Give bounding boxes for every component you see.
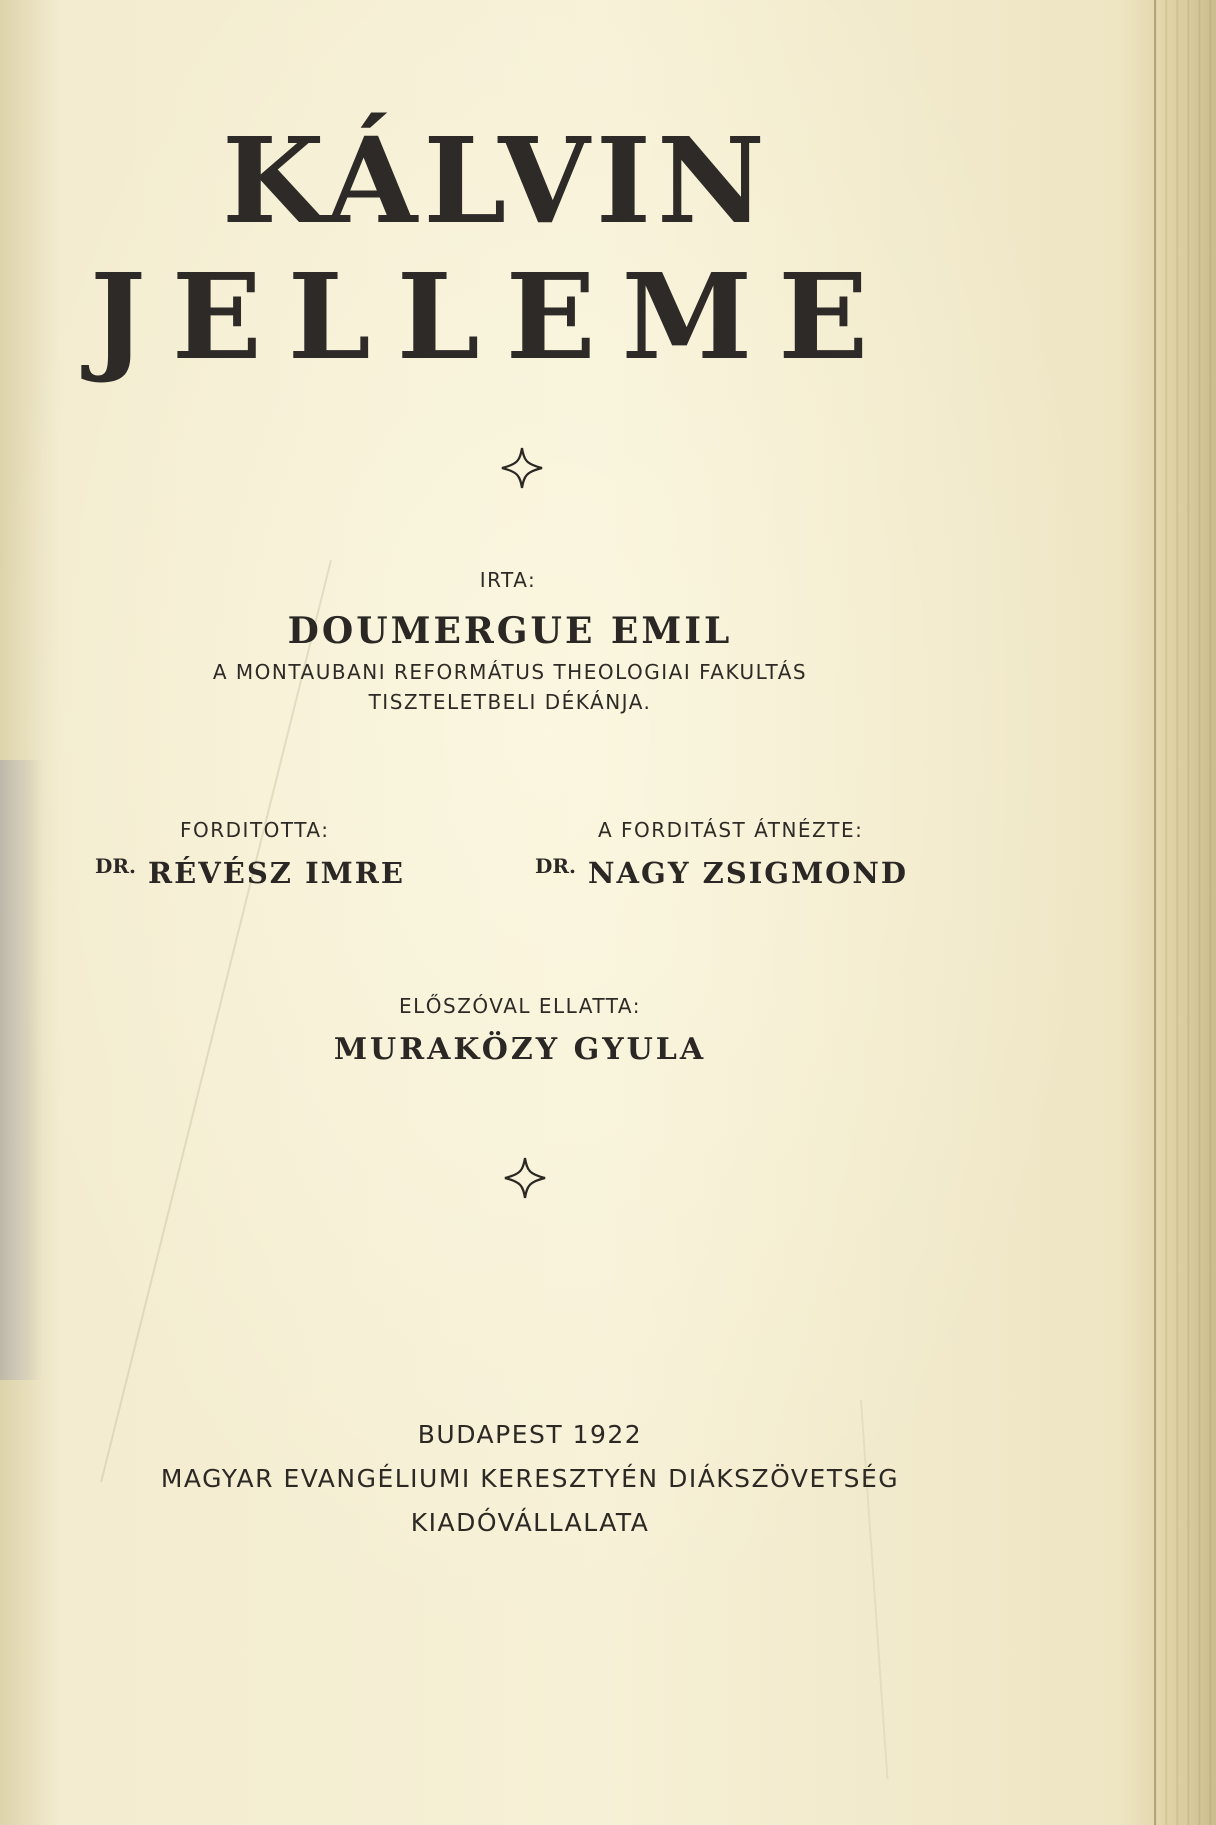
foreword-label: ELŐSZÓVAL ELLATTA:: [399, 994, 641, 1018]
title-line-1: KÁLVIN: [222, 111, 771, 250]
paper-crease: [860, 1400, 889, 1779]
title-line-2: JELLEME: [90, 247, 895, 386]
page-edges: [1146, 0, 1216, 1825]
cross-ornament-icon: [503, 1156, 547, 1200]
reviewer-name: NAGY ZSIGMOND: [588, 856, 909, 890]
imprint-publisher: MAGYAR EVANGÉLIUMI KERESZTYÉN DIÁKSZÖVETSÉG: [160, 1464, 900, 1493]
author-description-line-1: A MONTAUBANI REFORMÁTUS THEOLOGIAI FAKULTÁS: [212, 660, 808, 684]
translator-name: RÉVÉSZ IMRE: [148, 856, 405, 890]
translator-prefix: DR.: [95, 854, 136, 878]
cross-ornament-icon: [500, 446, 544, 490]
imprint-place-year: BUDAPEST 1922: [417, 1420, 643, 1449]
translator-name-line: [95, 854, 475, 890]
worn-binding-strip: [0, 760, 42, 1380]
author-label: IRTA:: [479, 568, 537, 592]
reviewer-name-line: [535, 854, 975, 890]
reviewer-prefix: DR.: [535, 854, 576, 878]
author-name: DOUMERGUE EMIL: [287, 610, 733, 652]
reviewer-label: A FORDITÁST ÁTNÉZTE:: [598, 818, 864, 842]
author-description-line-2: TISZTELETBELI DÉKÁNJA.: [368, 690, 652, 714]
page-edge-line: [1154, 0, 1156, 1825]
imprint-publisher-imprint: KIADÓVÁLLALATA: [410, 1508, 650, 1537]
foreword-name: MURAKÖZY GYULA: [333, 1032, 707, 1067]
translator-label: FORDITOTTA:: [180, 818, 330, 842]
